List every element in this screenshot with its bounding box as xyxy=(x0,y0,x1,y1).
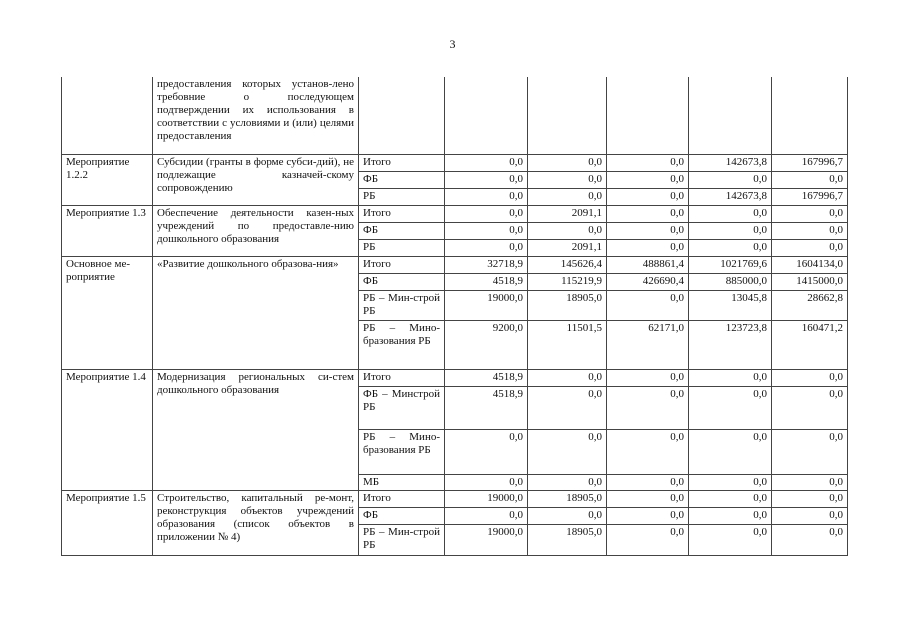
amount-cell: 0,0 xyxy=(772,429,848,474)
amount-cell: 0,0 xyxy=(528,386,607,429)
funding-source-cell: ФБ xyxy=(359,171,445,188)
amount-cell: 19000,0 xyxy=(445,524,528,555)
amount-cell: 0,0 xyxy=(772,171,848,188)
amount-cell: 0,0 xyxy=(607,524,689,555)
amount-cell: 0,0 xyxy=(772,222,848,239)
amount-cell: 0,0 xyxy=(528,188,607,205)
amount-cell: 167996,7 xyxy=(772,154,848,171)
measure-description-cell: «Развитие дошкольного образова-ния» xyxy=(153,256,359,369)
amount-cell xyxy=(607,77,689,154)
page-number: 3 xyxy=(449,37,456,51)
amount-cell: 160471,2 xyxy=(772,320,848,369)
amount-cell: 145626,4 xyxy=(528,256,607,273)
amount-cell: 426690,4 xyxy=(607,273,689,290)
measure-name-cell xyxy=(62,77,153,154)
funding-source-cell: Итого xyxy=(359,369,445,386)
amount-cell: 0,0 xyxy=(607,507,689,524)
amount-cell: 19000,0 xyxy=(445,490,528,507)
amount-cell: 0,0 xyxy=(445,239,528,256)
amount-cell xyxy=(689,77,772,154)
table-row xyxy=(62,256,848,273)
table-row xyxy=(62,205,848,222)
amount-cell: 0,0 xyxy=(607,171,689,188)
amount-cell: 0,0 xyxy=(607,474,689,490)
amount-cell: 0,0 xyxy=(772,474,848,490)
amount-cell: 0,0 xyxy=(607,205,689,222)
amount-cell: 0,0 xyxy=(445,429,528,474)
amount-cell: 115219,9 xyxy=(528,273,607,290)
measure-description-cell: Обеспечение деятельности казен-ных учреждений по предоставле-нию дошкольного образования xyxy=(153,205,359,256)
amount-cell: 4518,9 xyxy=(445,369,528,386)
table-row xyxy=(62,77,848,154)
amount-cell: 0,0 xyxy=(607,386,689,429)
amount-cell: 0,0 xyxy=(689,524,772,555)
amount-cell: 0,0 xyxy=(445,171,528,188)
amount-cell: 1604134,0 xyxy=(772,256,848,273)
amount-cell: 1415000,0 xyxy=(772,273,848,290)
funding-source-cell: РБ xyxy=(359,239,445,256)
amount-cell: 4518,9 xyxy=(445,386,528,429)
amount-cell: 123723,8 xyxy=(689,320,772,369)
amount-cell: 0,0 xyxy=(528,222,607,239)
amount-cell: 4518,9 xyxy=(445,273,528,290)
funding-source-cell xyxy=(359,77,445,154)
amount-cell: 0,0 xyxy=(607,188,689,205)
measure-description-cell: предоставления которых установ-лено требовние о последующем подтверждении их использования в соответствии с условиями и (или) целями предоставления xyxy=(153,77,359,154)
amount-cell xyxy=(772,77,848,154)
amount-cell: 2091,1 xyxy=(528,239,607,256)
amount-cell: 0,0 xyxy=(445,205,528,222)
measure-description-cell: Субсидии (гранты в форме субси-дий), не подлежащие казначей-скому сопровождению xyxy=(153,154,359,205)
measure-name-cell: Мероприятие 1.5 xyxy=(62,490,153,555)
amount-cell: 18905,0 xyxy=(528,290,607,320)
amount-cell: 0,0 xyxy=(445,154,528,171)
table-row xyxy=(62,369,848,386)
amount-cell: 0,0 xyxy=(689,429,772,474)
amount-cell: 0,0 xyxy=(528,171,607,188)
amount-cell: 167996,7 xyxy=(772,188,848,205)
amount-cell: 0,0 xyxy=(445,222,528,239)
amount-cell: 0,0 xyxy=(607,490,689,507)
measure-name-cell: Мероприятие 1.4 xyxy=(62,369,153,490)
funding-source-cell: РБ – Мин-строй РБ xyxy=(359,524,445,555)
funding-source-cell: РБ – Мин-строй РБ xyxy=(359,290,445,320)
amount-cell: 0,0 xyxy=(607,154,689,171)
table-row xyxy=(62,154,848,171)
budget-table xyxy=(61,77,848,556)
amount-cell: 0,0 xyxy=(445,474,528,490)
funding-source-cell: РБ – Мино-бразования РБ xyxy=(359,320,445,369)
funding-source-cell: Итого xyxy=(359,256,445,273)
amount-cell: 0,0 xyxy=(689,507,772,524)
funding-source-cell: ФБ xyxy=(359,273,445,290)
amount-cell xyxy=(445,77,528,154)
amount-cell: 0,0 xyxy=(607,222,689,239)
amount-cell: 0,0 xyxy=(607,369,689,386)
amount-cell: 18905,0 xyxy=(528,490,607,507)
amount-cell: 142673,8 xyxy=(689,154,772,171)
amount-cell: 885000,0 xyxy=(689,273,772,290)
table-row xyxy=(62,490,848,507)
measure-description-cell: Модернизация региональных си-стем дошкольного образования xyxy=(153,369,359,490)
amount-cell xyxy=(528,77,607,154)
measure-name-cell: Мероприятие 1.2.2 xyxy=(62,154,153,205)
amount-cell: 0,0 xyxy=(607,429,689,474)
amount-cell: 0,0 xyxy=(689,474,772,490)
amount-cell: 0,0 xyxy=(689,205,772,222)
amount-cell: 2091,1 xyxy=(528,205,607,222)
amount-cell: 488861,4 xyxy=(607,256,689,273)
amount-cell: 0,0 xyxy=(772,524,848,555)
amount-cell: 0,0 xyxy=(528,474,607,490)
amount-cell: 0,0 xyxy=(772,507,848,524)
amount-cell: 0,0 xyxy=(772,490,848,507)
amount-cell: 0,0 xyxy=(689,171,772,188)
amount-cell: 19000,0 xyxy=(445,290,528,320)
measure-name-cell: Мероприятие 1.3 xyxy=(62,205,153,256)
amount-cell: 0,0 xyxy=(772,386,848,429)
amount-cell: 0,0 xyxy=(689,386,772,429)
amount-cell: 0,0 xyxy=(607,290,689,320)
amount-cell: 142673,8 xyxy=(689,188,772,205)
funding-source-cell: Итого xyxy=(359,205,445,222)
funding-source-cell: РБ xyxy=(359,188,445,205)
amount-cell: 28662,8 xyxy=(772,290,848,320)
amount-cell: 62171,0 xyxy=(607,320,689,369)
measure-description-cell: Строительство, капитальный ре-монт, реконструкция объектов учреждений образования (список объектов в приложении № 4) xyxy=(153,490,359,555)
funding-source-cell: Итого xyxy=(359,490,445,507)
amount-cell: 0,0 xyxy=(689,239,772,256)
amount-cell: 0,0 xyxy=(607,239,689,256)
measure-name-cell: Основное ме-роприятие xyxy=(62,256,153,369)
amount-cell: 0,0 xyxy=(445,507,528,524)
funding-source-cell: МБ xyxy=(359,474,445,490)
amount-cell: 18905,0 xyxy=(528,524,607,555)
amount-cell: 0,0 xyxy=(689,490,772,507)
amount-cell: 1021769,6 xyxy=(689,256,772,273)
amount-cell: 13045,8 xyxy=(689,290,772,320)
funding-source-cell: Итого xyxy=(359,154,445,171)
amount-cell: 0,0 xyxy=(528,429,607,474)
amount-cell: 0,0 xyxy=(772,369,848,386)
amount-cell: 0,0 xyxy=(528,154,607,171)
amount-cell: 0,0 xyxy=(528,507,607,524)
amount-cell: 0,0 xyxy=(689,222,772,239)
amount-cell: 32718,9 xyxy=(445,256,528,273)
amount-cell: 0,0 xyxy=(528,369,607,386)
funding-source-cell: РБ – Мино-бразования РБ xyxy=(359,429,445,474)
amount-cell: 9200,0 xyxy=(445,320,528,369)
table-body xyxy=(62,77,848,555)
amount-cell: 0,0 xyxy=(445,188,528,205)
funding-source-cell: ФБ – Минстрой РБ xyxy=(359,386,445,429)
amount-cell: 0,0 xyxy=(772,205,848,222)
amount-cell: 11501,5 xyxy=(528,320,607,369)
amount-cell: 0,0 xyxy=(689,369,772,386)
funding-source-cell: ФБ xyxy=(359,222,445,239)
amount-cell: 0,0 xyxy=(772,239,848,256)
funding-source-cell: ФБ xyxy=(359,507,445,524)
